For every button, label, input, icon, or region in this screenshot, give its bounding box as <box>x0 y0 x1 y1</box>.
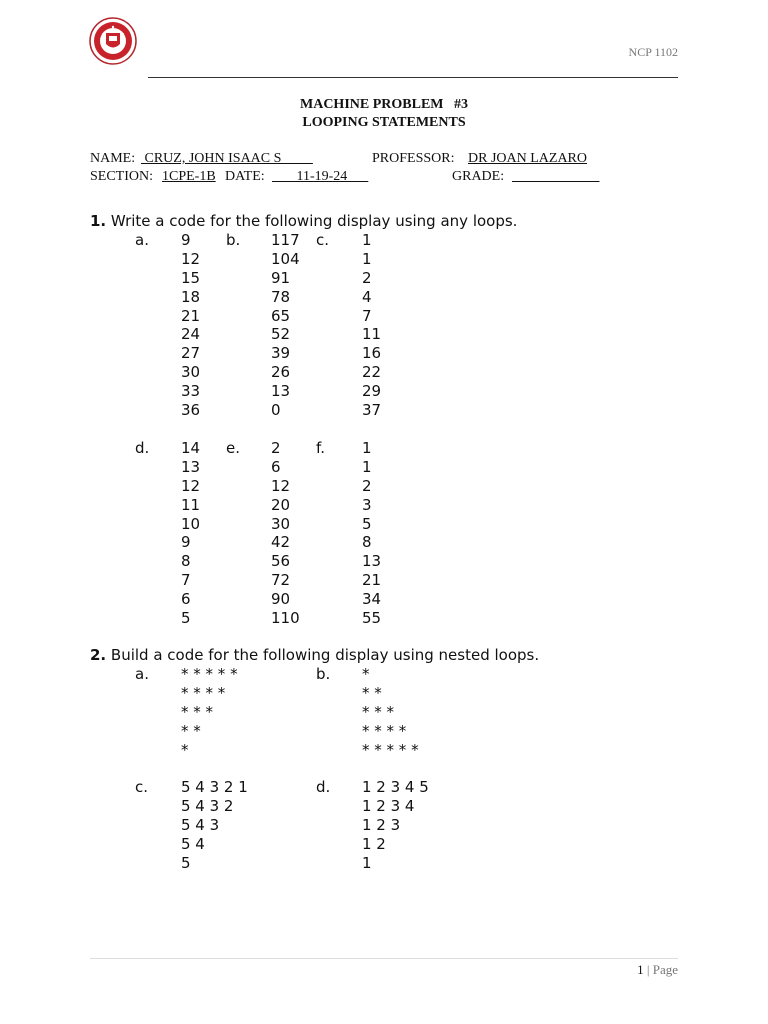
page-number: 1 | Page <box>637 962 678 977</box>
q1-f-sequence: 1 1 2 3 5 8 13 21 34 55 <box>362 439 382 628</box>
date-label: DATE: <box>225 169 265 184</box>
date-value: 11-19-24 <box>272 169 369 184</box>
q2-b-label: b. <box>316 665 331 683</box>
q1-e-sequence: 2 6 12 20 30 42 56 72 90 110 <box>271 439 300 628</box>
q1-b-label: b. <box>226 231 241 249</box>
professor-label: PROFESSOR: <box>372 151 455 166</box>
question-2-prompt: 2. Build a code for the following display using nested loops. <box>90 646 540 664</box>
professor-value: DR JOAN LAZARO <box>468 151 587 166</box>
q1-f-label: f. <box>316 439 325 457</box>
q2-d-label: d. <box>316 778 331 796</box>
section-value: 1CPE-1B <box>162 169 216 184</box>
q2-d-pattern: 1 2 3 4 5 1 2 3 4 1 2 3 1 2 1 <box>362 778 429 872</box>
name-value: CRUZ, JOHN ISAAC S <box>141 151 313 166</box>
q1-a-sequence: 9 12 15 18 21 24 27 30 33 36 <box>181 231 201 420</box>
university-seal-logo <box>89 17 137 65</box>
q1-c-sequence: 1 1 2 4 7 11 16 22 29 37 <box>362 231 382 420</box>
document-subtitle: LOOPING STATEMENTS <box>302 115 466 130</box>
q1-c-label: c. <box>316 231 330 249</box>
footer-divider <box>90 958 678 959</box>
q1-a-label: a. <box>135 231 149 249</box>
course-code: NCP 1102 <box>628 45 678 59</box>
q1-d-sequence: 14 13 12 11 10 9 8 7 6 5 <box>181 439 201 628</box>
header-divider <box>148 77 678 78</box>
section-label: SECTION: <box>90 169 153 184</box>
q2-c-pattern: 5 4 3 2 1 5 4 3 2 5 4 3 5 4 5 <box>181 778 248 872</box>
q2-c-label: c. <box>135 778 149 796</box>
question-1-prompt: 1. Write a code for the following display using any loops. <box>90 212 518 230</box>
q2-b-pattern: * * * * * * * * * * * * * * * <box>362 665 419 759</box>
q1-e-label: e. <box>226 439 240 457</box>
q2-a-label: a. <box>135 665 149 683</box>
grade-value <box>512 169 600 185</box>
q1-b-sequence: 117 104 91 78 65 52 39 26 13 0 <box>271 231 300 420</box>
name-label: NAME: <box>90 151 136 166</box>
q1-d-label: d. <box>135 439 150 457</box>
q2-a-pattern: * * * * * * * * * * * * * * * <box>181 665 238 759</box>
grade-label: GRADE: <box>452 169 505 184</box>
document-title: MACHINE PROBLEM #3 <box>300 97 468 112</box>
